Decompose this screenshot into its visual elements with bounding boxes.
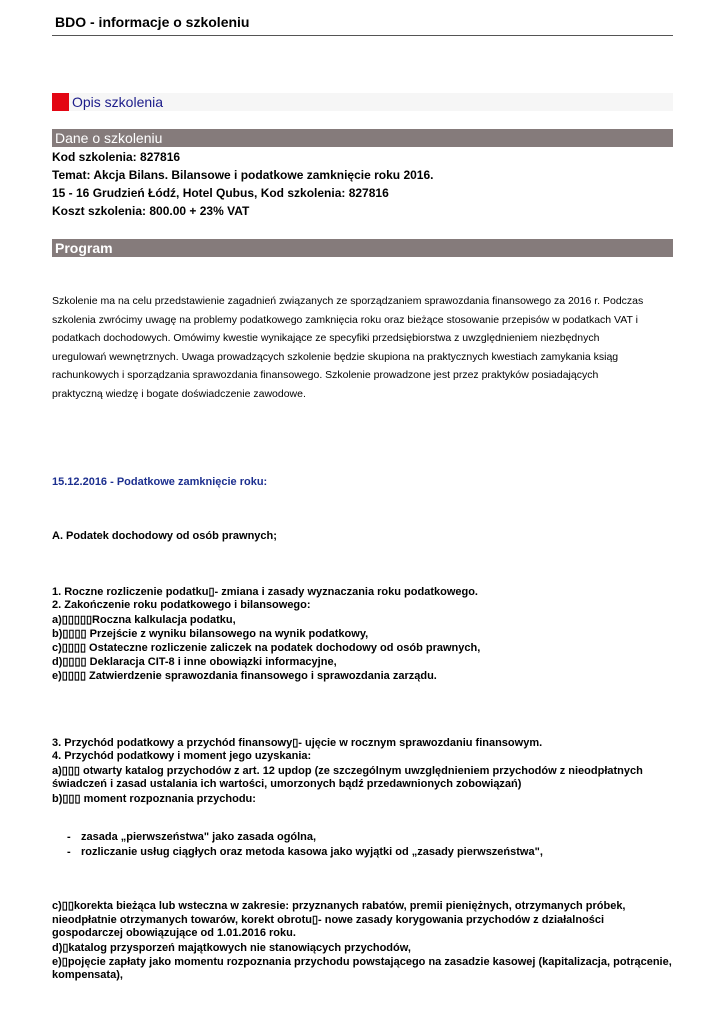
dash-item-text: rozliczanie usług ciągłych oraz metoda kasowa jako wyjątki od „zasady pierwszeństwa", — [81, 846, 543, 858]
program-line: nieodpłatnie otrzymanych towarów, korekt obrotu▯- nowe zasady korygowania przychodów z działalności — [52, 914, 605, 926]
program-line: c)▯▯▯▯ Ostateczne rozliczenie zaliczek na podatek dochodowy od osób prawnych, — [52, 642, 481, 654]
program-line: 1. Roczne rozliczenie podatku▯- zmiana i zasady wyznaczania roku podatkowego. — [52, 586, 478, 598]
program-line: 3. Przychód podatkowy a przychód finansowy▯- ujęcie w rocznym sprawozdaniu finansowym. — [52, 737, 543, 749]
intro-line: podatkach dochodowych. Omówimy kwestie wynikające ze specyfiki przedsiębiorstwa z uwzględnieniem niezbędnych — [52, 332, 600, 344]
page-header-title: BDO - informacje o szkoleniu — [55, 14, 250, 30]
intro-line: uregulowań wewnętrznych. Uwaga prowadzących szkolenie będzie skupiona na praktycznych kwestiach zamykania ksiąg — [52, 350, 619, 363]
dash-list-item — [67, 831, 316, 843]
training-cost: Koszt szkolenia: 800.00 + 23% VAT — [52, 204, 250, 218]
program-line: 4. Przychód podatkowy i moment jego uzyskania: — [52, 750, 312, 762]
dash-list-item — [67, 846, 543, 858]
training-date-location: 15 - 16 Grudzień Łódź, Hotel Qubus, Kod szkolenia: 827816 — [52, 186, 389, 200]
program-line: e)▯pojęcie zapłaty jako momentu rozpoznania przychodu powstającego na zasadzie kasowej (kapitalizacja, potrącenie, — [52, 956, 672, 968]
intro-line: Szkolenie ma na celu przedstawienie zagadnień związanych ze sporządzaniem sprawozdania finansowego za 2016 r. Podczas — [52, 295, 644, 307]
training-code: Kod szkolenia: 827816 — [52, 150, 181, 164]
dash-bullet-icon: - — [67, 831, 71, 843]
program-line: kompensata), — [52, 969, 123, 981]
opis-section-title: Opis szkolenia — [72, 94, 164, 110]
day-heading: 15.12.2016 - Podatkowe zamknięcie roku: — [52, 476, 268, 488]
program-section-header: Program — [52, 239, 673, 257]
program-line: e)▯▯▯▯ Zatwierdzenie sprawozdania finansowego i sprawozdania zarządu. — [52, 670, 437, 682]
intro-line: szkolenia zwrócimy uwagę na problemy podatkowego zamknięcia roku oraz bieżące stosowanie przepisów w podatkach VAT i — [52, 313, 638, 326]
program-intro — [52, 292, 677, 403]
program-line: d)▯katalog przysporzeń majątkowych nie stanowiących przychodów, — [52, 942, 411, 954]
training-topic: Temat: Akcja Bilans. Bilansowe i podatkowe zamknięcie roku 2016. — [52, 168, 434, 182]
program-line: b)▯▯▯ moment rozpoznania przychodu: — [52, 793, 256, 805]
program-line: 2. Zakończenie roku podatkowego i bilansowego: — [52, 599, 311, 611]
section-a-heading: A. Podatek dochodowy od osób prawnych; — [52, 530, 277, 542]
dane-section-header: Dane o szkoleniu — [52, 129, 673, 147]
intro-line: praktyczną wiedzę i bogate doświadczenie zawodowe. — [52, 387, 306, 400]
section-marker-icon — [52, 93, 69, 111]
opis-section-bar — [52, 93, 673, 111]
dash-item-text: zasada „pierwszeństwa" jako zasada ogólna, — [81, 831, 317, 843]
program-line: d)▯▯▯▯ Deklaracja CIT-8 i inne obowiązki informacyjne, — [52, 656, 337, 668]
program-line: świadczeń i zasad ustalania ich wartości, umorzonych bądź przedawnionych zobowiązań) — [52, 778, 522, 790]
program-line: a)▯▯▯ otwarty katalog przychodów z art. 12 updop (ze szczególnym uwzględnieniem przychodów z nieodpłatnych — [52, 765, 643, 777]
header-divider — [52, 35, 673, 36]
intro-line: rachunkowych i sporządzania sprawozdania finansowego. Szkolenie prowadzone jest przez praktyków posiadających — [52, 369, 599, 381]
dash-bullet-icon: - — [67, 846, 71, 858]
program-line: b)▯▯▯▯ Przejście z wyniku bilansowego na wynik podatkowy, — [52, 628, 369, 640]
program-line: c)▯▯korekta bieżąca lub wsteczna w zakresie: przyznanych rabatów, premii pieniężnych, otrzymanych próbek, — [52, 900, 626, 912]
program-line: a)▯▯▯▯▯Roczna kalkulacja podatku, — [52, 614, 236, 626]
program-line: gospodarczej obowiązujące od 1.01.2016 roku. — [52, 927, 296, 939]
